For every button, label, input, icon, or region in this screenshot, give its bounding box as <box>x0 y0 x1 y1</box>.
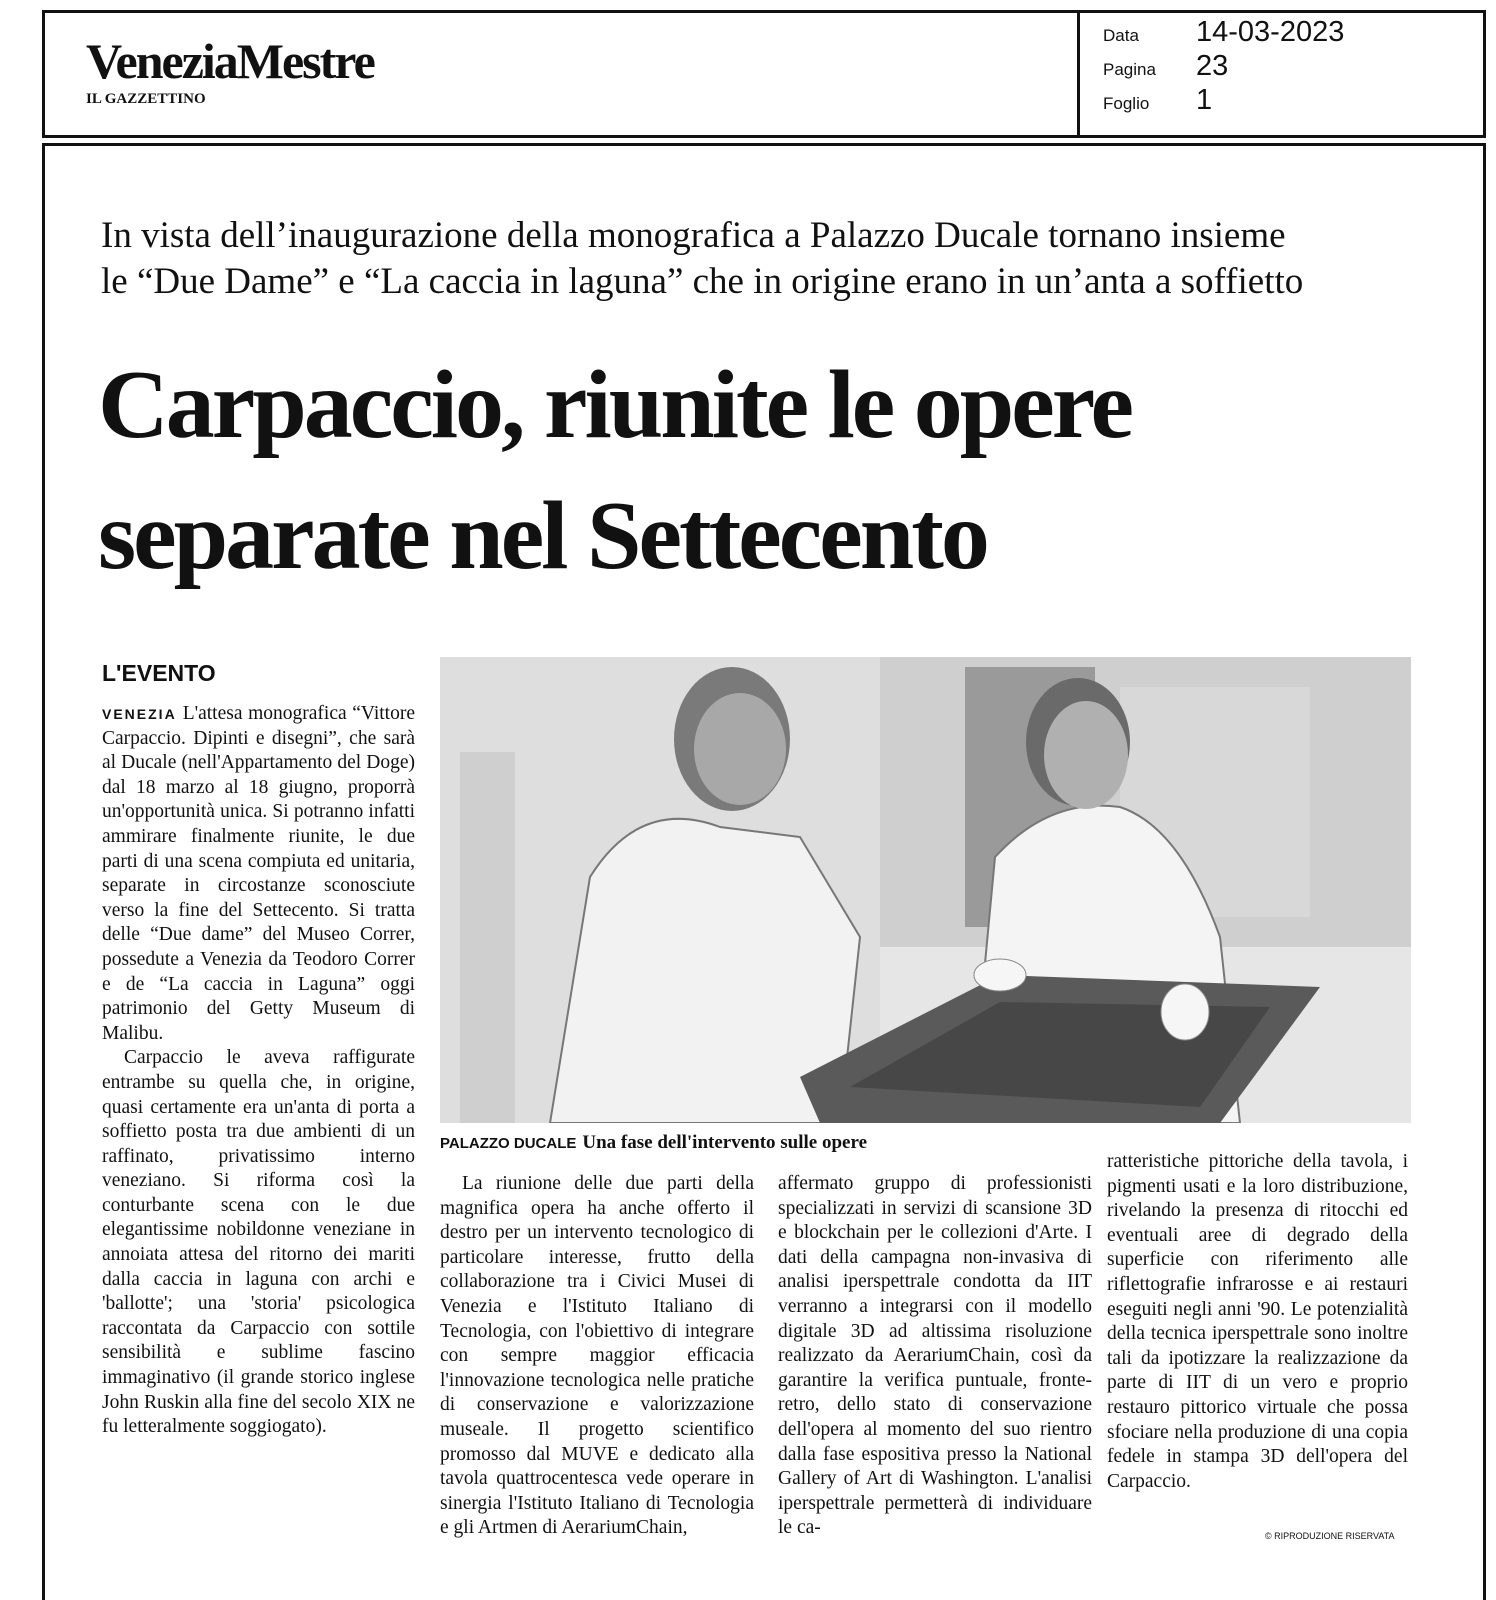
newspaper-name: IL GAZZETTINO <box>86 91 206 107</box>
kicker-line-1: In vista dell’inaugurazione della monografica a Palazzo Ducale tornano insieme <box>101 215 1286 256</box>
section-label: L'EVENTO <box>102 660 216 686</box>
column-2 <box>440 1172 754 1541</box>
headline-line-2: separate nel Settecento <box>98 482 987 590</box>
paragraph-2: Carpaccio le aveva raffigurate entrambe su quella che, in origine, quasi certamente era un'anta di porta a soffietto posta tra due ambienti di un raffinato, privatissimo interno veneziano. Si riforma così la conturbante scena con le due elegantissime nobildonne veneziane in annoiata attesa del ritorno dei mariti dalla caccia in laguna con archi e 'ballotte'; una 'storia' psicologica raccontata da Carpaccio con sottile sensibilità e sublime fascino immaginativo (il grande storico inglese John Ruskin alla fine del secolo XIX ne fu letteralmente soggiogato). <box>102 1047 415 1438</box>
meta-value-data: 14-03-2023 <box>1196 16 1345 48</box>
paragraph-3: La riunione delle due parti della magnifica opera ha anche offerto il destro per un intervento tecnologico di particolare interesse, frutto della collaborazione tra i Civici Musei di Venezia e l'Istituto Italiano di Tecnologia, con l'obiettivo di integrare con sempre maggior efficacia l'innovazione tecnologica nelle pratiche di conservazione e valorizzazione museale. Il progetto scientifico promosso dal MUVE e dedicato alla tavola quattrocentesca vede operare in sinergia l'Istituto Italiano di Tecnologia e gli Artmen di AerariumChain, <box>440 1173 754 1539</box>
column-3 <box>778 1172 1092 1541</box>
meta-label-pagina: Pagina <box>1103 60 1156 79</box>
copyright-notice: © RIPRODUZIONE RISERVATA <box>1265 1531 1395 1541</box>
caption-label: PALAZZO DUCALE <box>440 1135 577 1152</box>
meta-value-foglio: 1 <box>1196 84 1213 116</box>
publication-title: VeneziaMestre <box>86 33 374 89</box>
photo-caption <box>440 1132 867 1154</box>
meta-value-pagina: 23 <box>1196 50 1229 82</box>
photo-two-men-handling-painting-icon <box>440 657 1411 1123</box>
paragraph-1 <box>102 702 415 1046</box>
meta-label-foglio: Foglio <box>1103 94 1150 113</box>
caption-text: Una fase dell'intervento sulle opere <box>582 1132 868 1153</box>
column-4 <box>1107 1150 1408 1494</box>
paragraph-4: affermato gruppo di professionisti specializzati in servizi di scansione 3D e blockchain per le collezioni d'Arte. I dati della campagna non-invasiva di analisi iperspettrale condotta da IIT verranno a integrarsi con il modello digitale 3D ad altissima risoluzione realizzato da AerariumChain, così da garantire la verifica puntuale, fronte-retro, dello stato di conservazione dell'opera al momento del suo rientro dalla fase espositiva presso la National Gallery of Art di Washington. L'analisi iperspettrale permetterà di individuare le ca- <box>778 1173 1092 1539</box>
kicker-line-2: le “Due Dame” e “La caccia in laguna” che in origine erano in un’anta a soffietto <box>101 261 1304 302</box>
column-1 <box>102 702 415 1440</box>
paragraph-1-text: L'attesa monografica “Vittore Carpaccio. Dipinti e disegni”, che sarà al Ducale (nell'Appartamento del Doge) dal 18 marzo al 18 giugno, proporrà un'opportunità unica. Si potranno infatti ammirare finalmente riunite, le due parti di una scena compiuta ed unitaria, separate in circostanze sconosciute verso la fine del Settecento. Si tratta delle “Due dame” del Museo Correr, possedute a Venezia da Teodoro Correr e de “La caccia in Laguna” oggi patrimonio del Getty Museum di Malibu. <box>102 703 415 1044</box>
headline-line-1: Carpaccio, riunite le opere <box>98 351 1132 459</box>
dateline: VENEZIA <box>102 706 177 722</box>
article-photo <box>440 657 1411 1123</box>
meta-label-data: Data <box>1103 26 1139 45</box>
paragraph-5: ratteristiche pittoriche della tavola, i pigmenti usati e la loro distribuzione, rivelando la presenza di ritocchi ed eventuali aree di degrado della superficie con riferimento alle riflettografie infrarosse e ai restauri eseguiti negli anni '90. Le potenzialità della tecnica iperspettrale sono inoltre tali da ipotizzare la realizzazione da parte di IIT di un vero e proprio restauro pittorico virtuale che possa sfociare nella produzione di una copia fedele in stampa 3D dell'opera del Carpaccio. <box>1107 1151 1408 1492</box>
